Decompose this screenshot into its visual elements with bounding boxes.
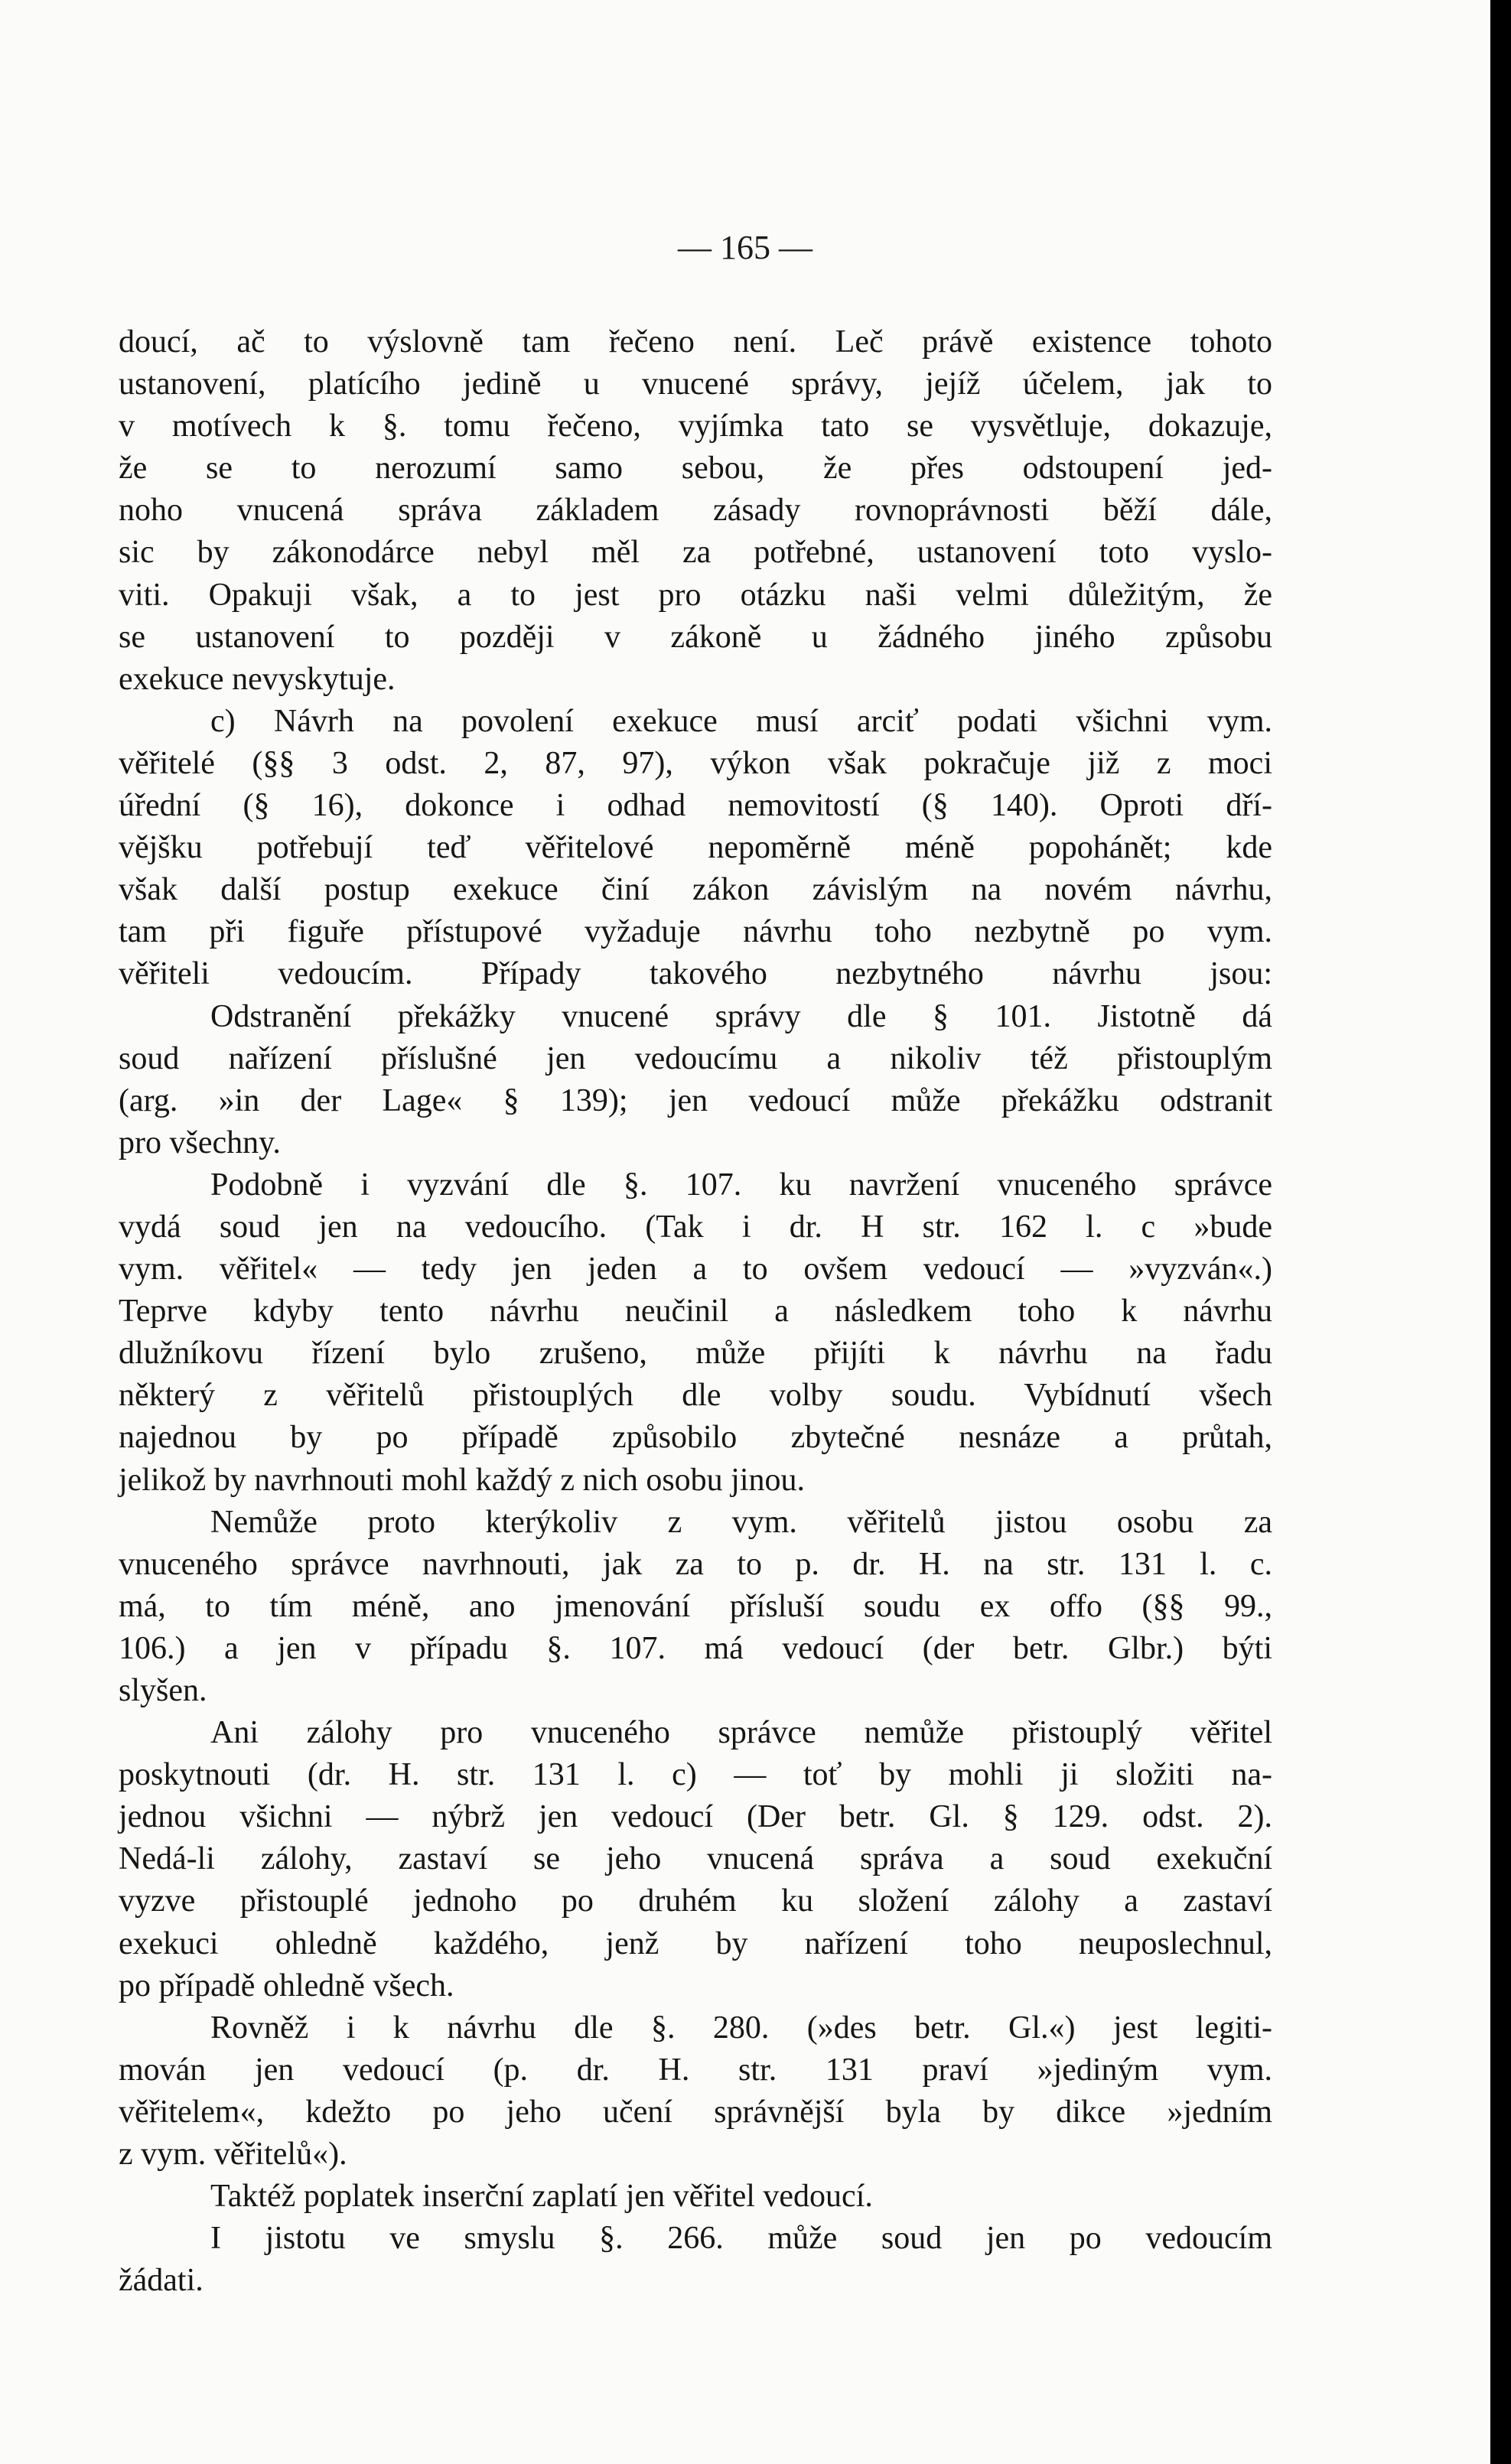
text-line: exekuce nevyskytuje. [119,661,396,697]
text-line: v motívech k §. tomu řečeno, vyjímka tato se vysvětluje, dokazuje, [119,408,1272,444]
text-line: věřitelem«, kdežto po jeho učení správnější byla by dikce »jedním [119,2094,1272,2130]
text-line: vym. věřitel« — tedy jen jeden a to ovšem vedoucí — »vyzván«.) [119,1252,1272,1287]
text-line: Nemůže proto kterýkoliv z vym. věřitelů jistou osobu za [210,1504,1272,1540]
text-line: doucí, ač to výslovně tam řečeno není. Leč právě existence tohoto [119,324,1272,360]
text-line: noho vnucená správa základem zásady rovnoprávnosti běží dále, [119,493,1272,529]
text-line: soud nařízení příslušné jen vedoucímu a nikoliv též přistouplým [119,1040,1272,1076]
text-line: (arg. »in der Lage« § 139); jen vedoucí může překážku odstranit [119,1082,1272,1118]
text-line: se ustanovení to později v zákoně u žádného jiného způsobu [119,619,1272,655]
text-line: Rovněž i k návrhu dle §. 280. (»des betr. Gl.«) jest legiti- [210,2010,1272,2046]
text-line: vydá soud jen na vedoucího. (Tak i dr. H str. 162 l. c »bude [119,1209,1272,1245]
text-line: poskytnouti (dr. H. str. 131 l. c) — toť by mohli ji složiti na- [119,1757,1272,1793]
text-line: vyzve přistouplé jednoho po druhém ku složení zálohy a zastaví [119,1883,1272,1919]
text-line: úřední (§ 16), dokonce i odhad nemovitostí (§ 140). Oproti dří- [119,788,1272,824]
text-line: mován jen vedoucí (p. dr. H. str. 131 praví »jediným vym. [119,2052,1272,2088]
text-line: věřiteli vedoucím. Případy takového nezbytného návrhu jsou: [119,956,1272,992]
text-line: jelikož by navrhnouti mohl každý z nich osobu jinou. [119,1462,806,1498]
text-line: dlužníkovu řízení bylo zrušeno, může přijíti k návrhu na řadu [119,1336,1272,1372]
text-line: viti. Opakuji však, a to jest pro otázku naši velmi důležitým, že [119,577,1272,613]
text-line: c) Návrh na povolení exekuce musí arciť podati všichni vym. [210,703,1272,739]
text-line: pro všechny. [119,1125,281,1160]
text-line: má, to tím méně, ano jmenování přísluší soudu ex offo (§§ 99., [119,1588,1272,1624]
text-line: po případě ohledně všech. [119,1968,454,2003]
text-line: žádati. [119,2263,204,2299]
text-line: I jistotu ve smyslu §. 266. může soud jen po vedoucím [210,2221,1272,2257]
text-line: vějšku potřebují teď věřitelové nepoměrně méně popohánět; kde [119,830,1272,866]
text-line: tam při figuře přístupové vyžaduje návrhu toho nezbytně po vym. [119,914,1272,950]
text-line: Taktéž poplatek inserční zaplatí jen věřitel vedoucí. [210,2179,873,2215]
text-line: Teprve kdyby tento návrhu neučinil a následkem toho k návrhu [119,1294,1272,1330]
text-line: ustanovení, platícího jedině u vnucené správy, jejíž účelem, jak to [119,366,1272,402]
text-line: slyšen. [119,1673,207,1708]
text-line: jednou všichni — nýbrž jen vedoucí (Der betr. Gl. § 129. odst. 2). [119,1799,1272,1835]
text-line: vnuceného správce navrhnouti, jak za to p. dr. H. na str. 131 l. c. [119,1546,1272,1582]
text-line: z vym. věřitelů«). [119,2137,347,2173]
text-line: některý z věřitelů přistouplých dle volby soudu. Vybídnutí všech [119,1378,1272,1414]
text-line: Ani zálohy pro vnuceného správce nemůže přistouplý věřitel [210,1715,1272,1751]
text-line: Odstranění překážky vnucené správy dle § 101. Jistotně dá [210,998,1272,1034]
text-line: sic by zákonodárce nebyl měl za potřebné, ustanovení toto vyslo- [119,535,1272,571]
text-line: Nedá-li zálohy, zastaví se jeho vnucená správa a soud exekuční [119,1841,1272,1877]
page-number: — 165 — [678,229,812,266]
text-line: 106.) a jen v případu §. 107. má vedoucí (der betr. Glbr.) býti [119,1630,1272,1666]
text-line: exekuci ohledně každého, jenž by nařízení toho neuposlechnul, [119,1925,1272,1961]
text-line: Podobně i vyzvání dle §. 107. ku navržení vnuceného správce [210,1167,1272,1203]
text-line: najednou by po případě způsobilo zbytečné nesnáze a průtah, [119,1420,1272,1456]
text-line: věřitelé (§§ 3 odst. 2, 87, 97), výkon však pokračuje již z moci [119,745,1272,781]
text-line: však další postup exekuce činí zákon závislým na novém návrhu, [119,872,1272,908]
text-line: že se to nerozumí samo sebou, že přes odstoupení jed- [119,451,1272,487]
body-text [119,321,1272,2302]
scan-edge [1490,0,1511,2464]
